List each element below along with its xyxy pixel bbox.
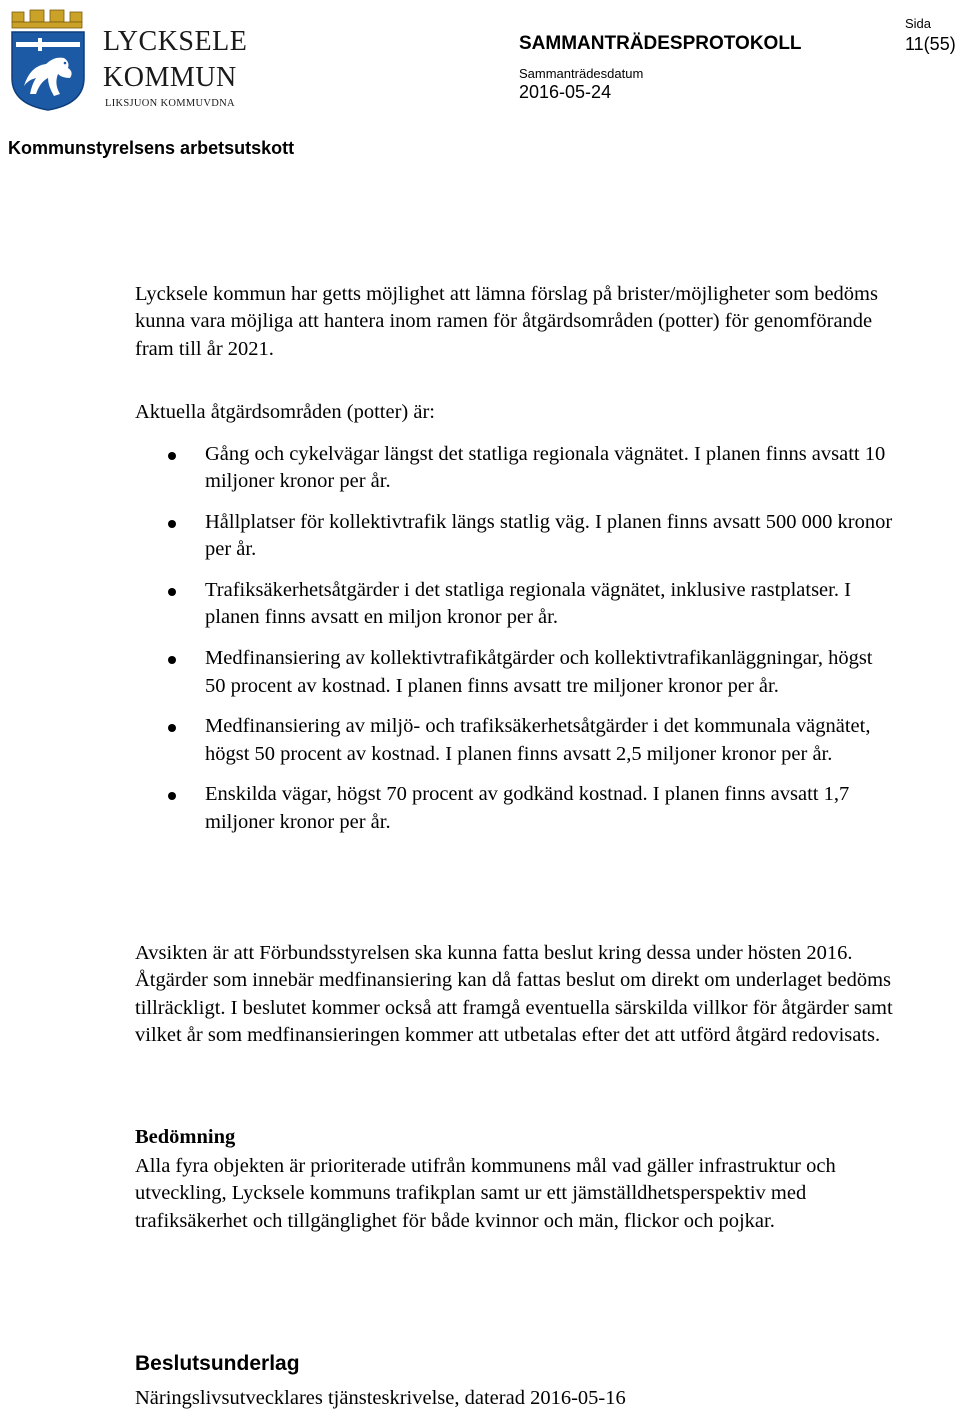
list-item	[135, 577, 895, 632]
list-item-text: Medfinansiering av miljö- och trafiksäkerhetsåtgärder i det kommunala vägnätet, högst 50 procent av kostnad. I planen finns avsatt 2,5 miljoner kronor per år.	[205, 715, 871, 765]
purpose-paragraph: Avsikten är att Förbundsstyrelsen ska kunna fatta beslut kring dessa under hösten 2016. Åtgärder som innebär medfinansiering kan då fattas beslut om direkt om underlaget bedöms tillräckligt. I beslutet kommer också att framgå eventuella särskilda villkor för åtgärder samt vilket år som medfinansieringen kommer att utbetalas efter det att utförd åtgärd redovisats.	[135, 942, 893, 1046]
bullet-icon	[168, 792, 176, 800]
list-intro: Aktuella åtgärdsområden (potter) är:	[135, 401, 435, 423]
coat-of-arms-icon	[8, 8, 88, 112]
organization-unit: Kommunstyrelsens arbetsutskott	[8, 138, 295, 158]
document-title: SAMMANTRÄDESPROTOKOLL	[519, 33, 802, 54]
decision-basis-text: Näringslivsutvecklares tjänsteskrivelse, daterad 2016-05-16	[135, 1387, 626, 1409]
bullet-icon	[168, 452, 176, 460]
list-item-text: Medfinansiering av kollektivtrafikåtgärder och kollektivtrafikanläggningar, högst 50 procent av kostnad. I planen finns avsatt tre miljoner kronor per år.	[205, 647, 873, 697]
logo-text-line1: LYCKSELE	[103, 26, 248, 57]
meeting-date-label: Sammanträdesdatum	[519, 66, 644, 81]
logo-text-line2: KOMMUN	[103, 62, 237, 93]
list-item	[135, 645, 895, 700]
bullet-icon	[168, 588, 176, 596]
list-item-text: Enskilda vägar, högst 70 procent av godkänd kostnad. I planen finns avsatt 1,7 miljoner kronor per år.	[205, 783, 850, 833]
bullet-icon	[168, 656, 176, 664]
list-item-text: Trafiksäkerhetsåtgärder i det statliga regionala vägnätet, inklusive rastplatser. I planen finns avsatt en miljon kronor per år.	[205, 579, 851, 629]
page-number: 11(55)	[905, 34, 956, 54]
intro-paragraph: Lycksele kommun har getts möjlighet att lämna förslag på brister/möjligheter som bedöms kunna vara möjliga att hantera inom ramen för åtgärdsområden (potter) för genomförande fram till år 2021.	[135, 283, 878, 360]
municipality-logo	[8, 8, 248, 112]
page-label: Sida	[905, 16, 932, 31]
list-item	[135, 441, 895, 496]
list-item	[135, 509, 895, 564]
assessment-paragraph: Alla fyra objekten är prioriterade utifrån kommunens mål vad gäller infrastruktur och utveckling, Lycksele kommuns trafikplan samt ur ett jämställdhetsperspektiv med trafiksäkerhet och tillgänglighet för både kvinnor och män, flickor och pojkar.	[135, 1155, 836, 1232]
bullet-icon	[168, 724, 176, 732]
bullet-icon	[168, 520, 176, 528]
decision-basis-heading: Beslutsunderlag	[135, 1352, 300, 1375]
list-item-text: Hållplatser för kollektivtrafik längs statlig väg. I planen finns avsatt 500 000 kronor per år.	[205, 511, 893, 561]
logo-text-line3: LIKSJUON KOMMUVDNA	[105, 98, 235, 109]
assessment-heading: Bedömning	[135, 1126, 236, 1148]
action-area-list	[135, 441, 895, 850]
list-item-text: Gång och cykelvägar längst det statliga regionala vägnätet. I planen finns avsatt 10 miljoner kronor per år.	[205, 443, 886, 493]
list-item	[135, 713, 895, 768]
list-item	[135, 781, 895, 836]
meeting-date-value: 2016-05-24	[519, 82, 612, 102]
